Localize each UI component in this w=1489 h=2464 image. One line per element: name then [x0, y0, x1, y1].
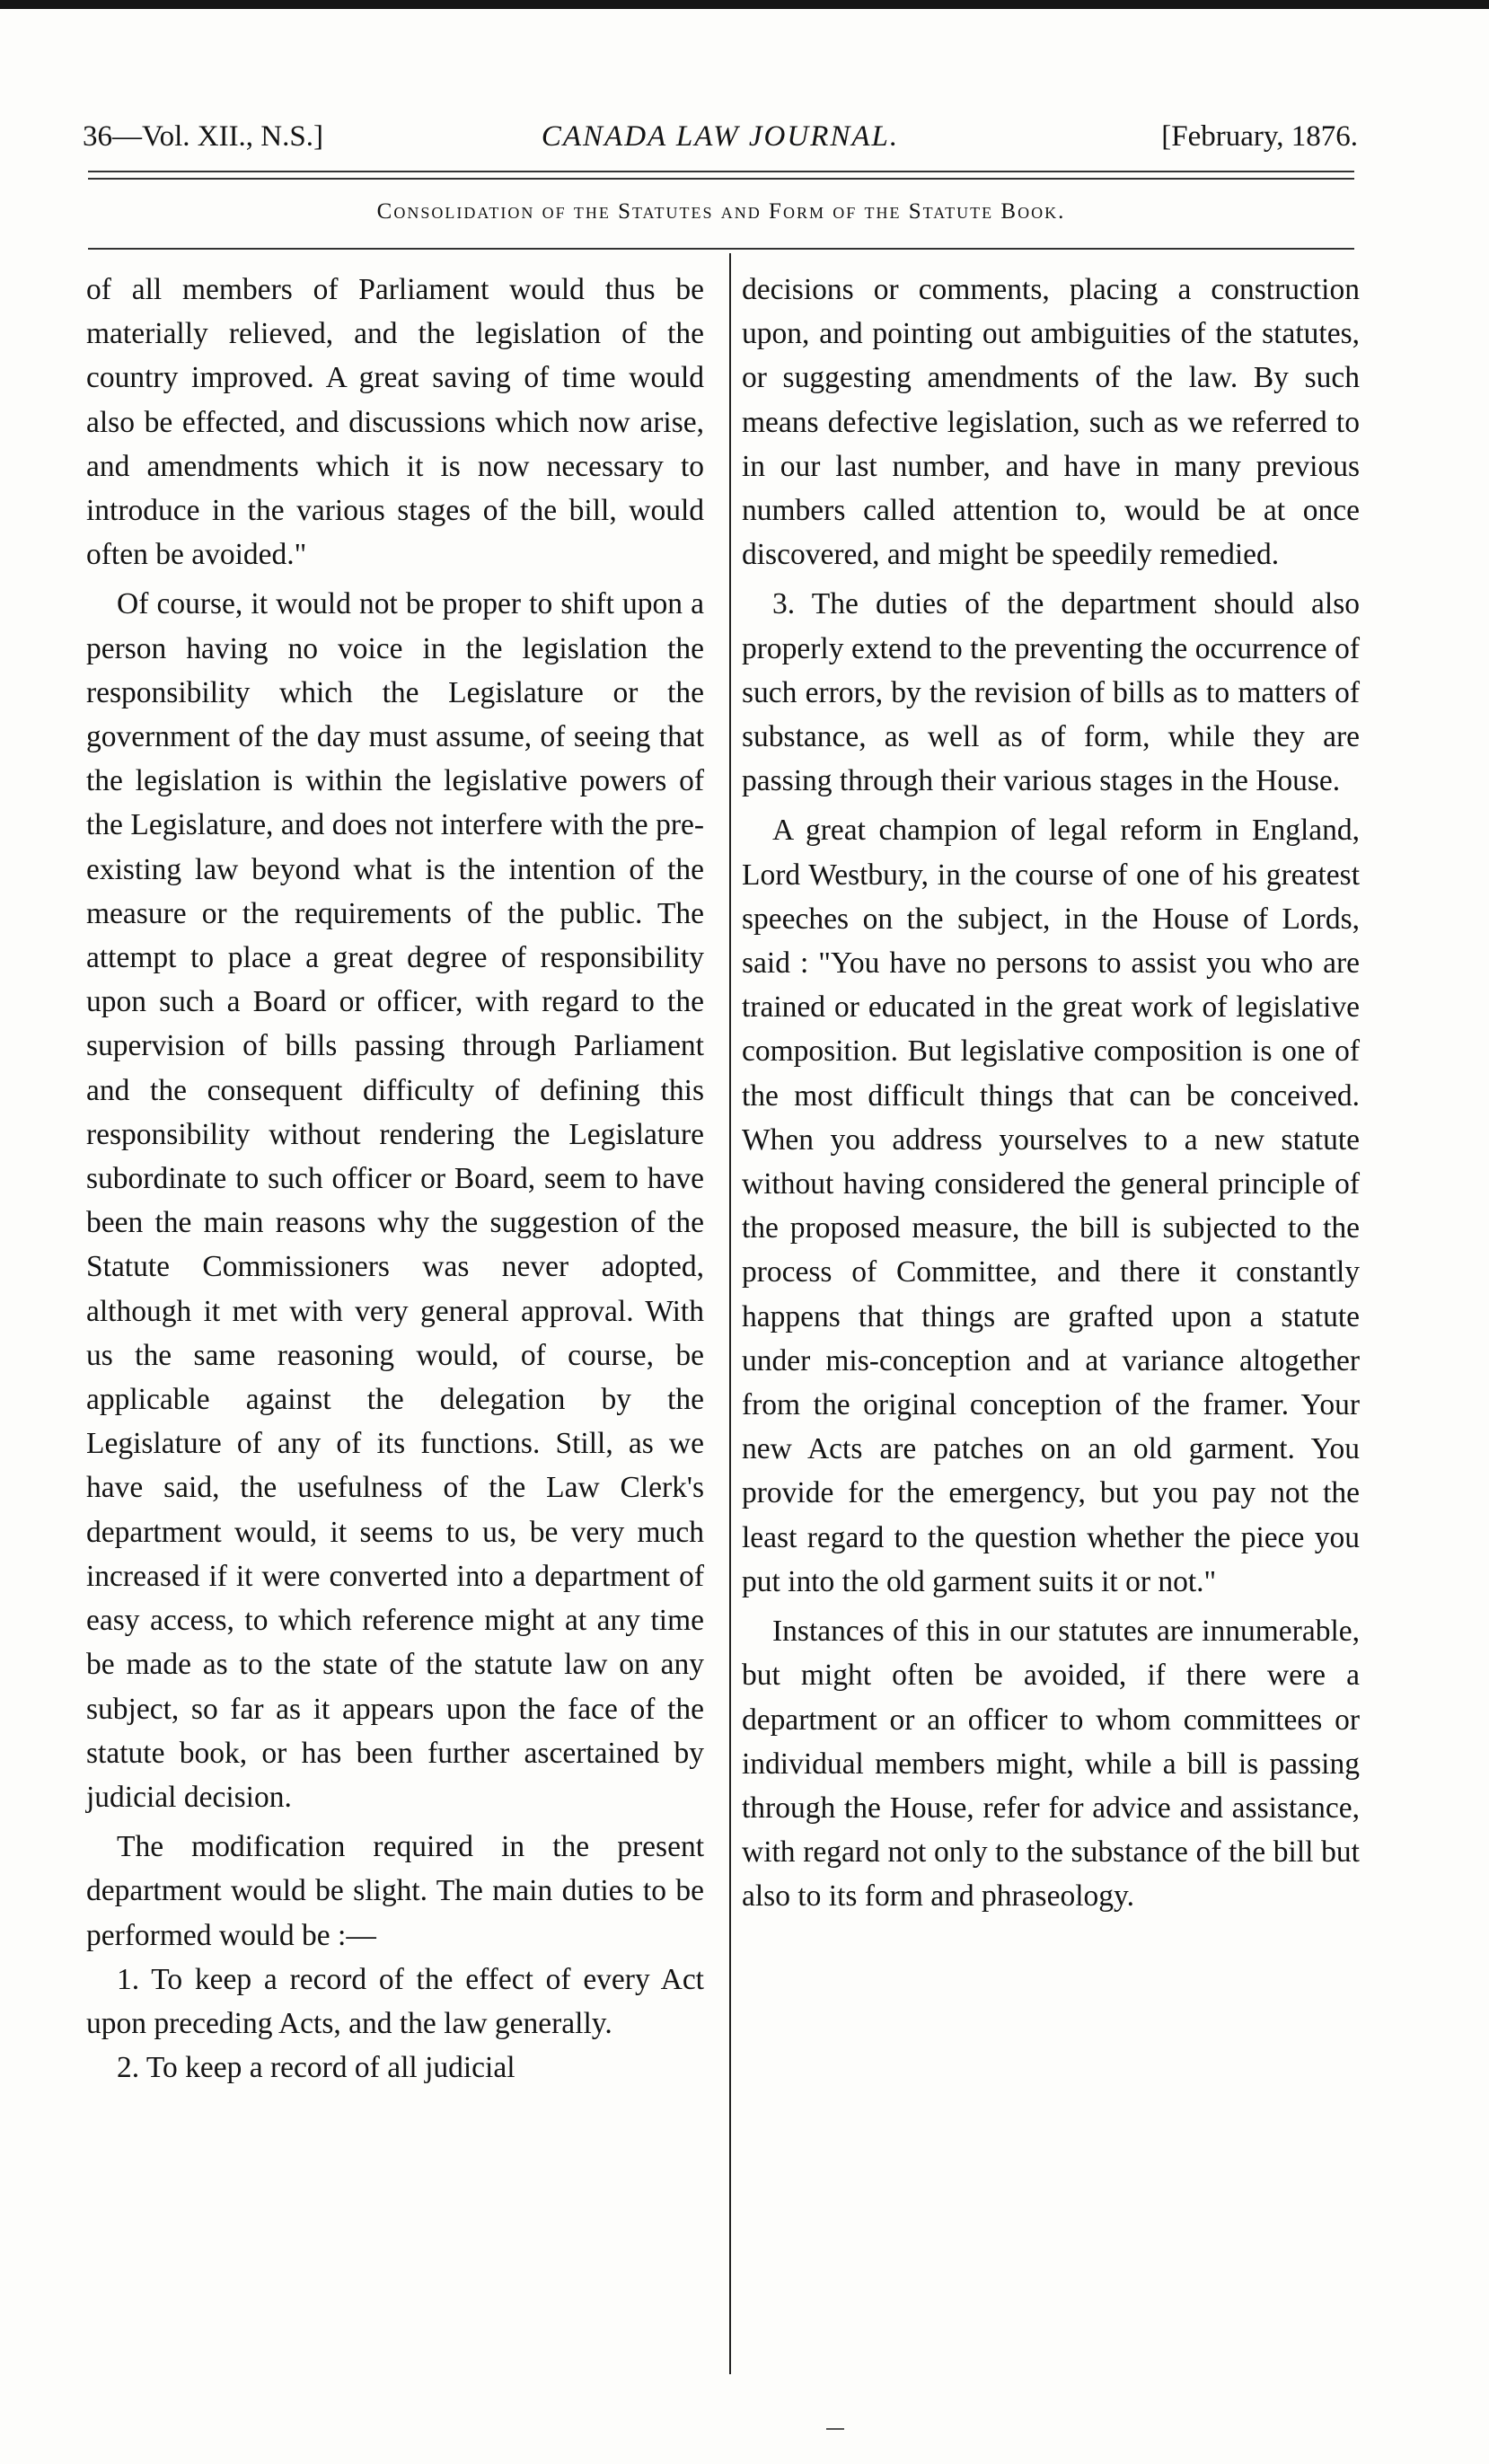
- journal-title: CANADA LAW JOURNAL.: [541, 120, 900, 153]
- list-item: 1. To keep a record of the effect of every Act upon preceding Acts, and the law generally.: [86, 1962, 704, 2040]
- paragraph: The modification required in the present department would be slight. The main duties to be performed would be :—: [86, 1830, 704, 1952]
- paragraph: decisions or comments, placing a construction upon, and pointing out ambiguities of the statutes, or suggesting amendments of the law. By such means defective legislation, such as we referred to in our last number, and have in many previous numbers called attention to, would be at once discovered, and might be speedily remedied.: [742, 273, 1360, 572]
- list-item: 3. The duties of the department should also properly extend to the preventing the occurrence of such errors, by the revision of bills as to matters of substance, as well as of form, while they are passing through their various stages in the House.: [742, 587, 1360, 798]
- page-reference: 36—Vol. XII., N.S.]: [83, 120, 323, 153]
- footer-mark: [826, 2428, 844, 2430]
- header-rule-bottom: [88, 178, 1354, 180]
- right-column: [742, 268, 1360, 1919]
- left-column: [86, 268, 704, 2090]
- title-rule: [88, 248, 1354, 250]
- list-item: 2. To keep a record of all judicial: [117, 2051, 515, 2085]
- column-divider: [729, 253, 731, 2374]
- header-rule-top: [88, 171, 1354, 172]
- paragraph: of all members of Parliament would thus be materially relieved, and the legislation of the country improved. A great saving of time would also be effected, and discussions which now arise, and amendments which it is now necessary to introduce in the various stages of the bill, would often be avoided.": [86, 273, 704, 572]
- paragraph: A great champion of legal reform in England, Lord Westbury, in the course of one of his greatest speeches on the subject, in the House of Lords, said : "You have no persons to assist you who are trained or educated in the great work of legislative composition. But legislative composition is one of the most difficult things that can be conceived. When you address yourselves to a new statute without having considered the general principle of the proposed measure, the bill is subjected to the process of Committee, and there it constantly happens that things are grafted upon a statute under mis-conception and at variance altogether from the original conception of the framer. Your new Acts are patches on an old garment. You provide for the emergency, but you pay not the least regard to the question whether the piece you put into the old garment suits it or not.": [742, 814, 1360, 1598]
- paragraph: Of course, it would not be proper to shift upon a person having no voice in the legislation the responsibility which the Legislature or the government of the day must assume, of seeing that the legislation is within the legislative powers of the Legislature, and does not interfere with the pre-existing law beyond what is the intention of the measure or the requirements of the public. The attempt to place a great degree of responsibility upon such a Board or officer, with regard to the supervision of bills passing through Parliament and the consequent difficulty of defining this responsibility without rendering the Legislature subordinate to such officer or Board, seem to have been the main reasons why the suggestion of the Statute Commissioners was never adopted, although it met with very general approval. With us the same reasoning would, of course, be applicable against the delegation by the Legislature of any of its functions. Still, as we have said, the usefulness of the Law Clerk's department would, it seems to us, be very much increased if it were converted into a department of easy access, to which reference might at any time be made as to the state of the statute law on any subject, so far as it appears upon the face of the statute book, or has been further ascertained by judicial decision.: [86, 587, 704, 1814]
- article-title: Consolidation of the Statutes and Form of the Statute Book.: [376, 199, 1066, 224]
- running-header: [83, 113, 1358, 160]
- paragraph: Instances of this in our statutes are innumerable, but might often be avoided, if there were a department or an officer to whom committees or individual members might, while a bill is passing through the House, refer for advice and assistance, with regard not only to the substance of the bill but also to its form and phraseology.: [742, 1615, 1360, 1914]
- issue-date: [February, 1876.: [1161, 120, 1358, 153]
- page-top-border: [0, 0, 1489, 9]
